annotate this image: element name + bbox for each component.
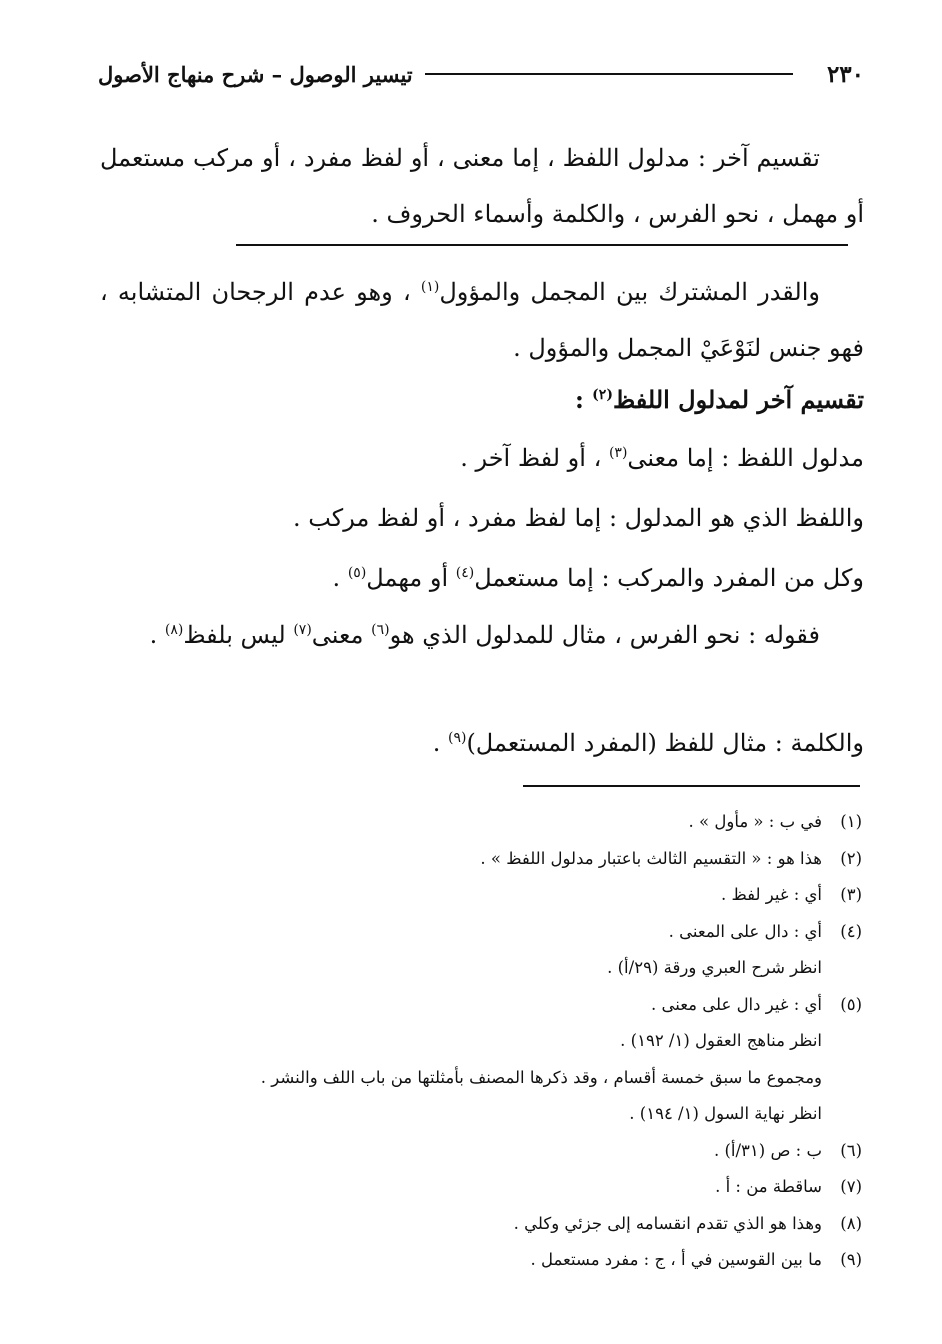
paragraph-5: وكل من المفرد والمركب : إما مستعمل$^{(٤)}$ أو مهمل$^{(٥)}$ . bbox=[332, 564, 864, 592]
section-heading: تقسيم آخر لمدلول اللفظ$^{(٢)}$ : bbox=[574, 385, 864, 414]
footnote-ref: (١) bbox=[420, 279, 440, 295]
footnote-ref: (٤) bbox=[455, 565, 475, 581]
footnote-4: (٤)أي : دال على المعنى . bbox=[668, 921, 862, 941]
footnote-3: (٣)أي : غير لفظ . bbox=[720, 885, 862, 904]
footnote-rule bbox=[523, 785, 860, 787]
footnote-5-cont-2: ومجموع ما سبق خمسة أقسام ، وقد ذكرها المصنف بأمثلتها من باب اللف والنشر . bbox=[260, 1067, 822, 1087]
footnote-4-cont: انظر شرح العبري ورقة (٢٩/أ) . bbox=[607, 958, 822, 977]
paragraph-3: مدلول اللفظ : إما معنى$^{(٣)}$ ، أو لفظ آخر . bbox=[460, 444, 864, 472]
paragraph-4: واللفظ الذي هو المدلول : إما لفظ مفرد ، أو لفظ مركب . bbox=[292, 504, 864, 532]
page-number: ٢٣٠ bbox=[826, 60, 864, 88]
footnote-9: (٩)ما بين القوسين في أ ، ج : مفرد مستعمل . bbox=[530, 1250, 862, 1269]
footnote-ref: (٧) bbox=[293, 622, 312, 638]
footnote-ref: (٣) bbox=[608, 445, 628, 461]
footnote-6: (٦)ب : ص (٣١/أ) . bbox=[713, 1140, 862, 1160]
footnotes bbox=[100, 804, 862, 1279]
running-title: تيسير الوصول – شرح منهاج الأصول bbox=[98, 61, 413, 87]
footnote-ref: (٥) bbox=[347, 565, 367, 581]
footnote-7: (٧)ساقطة من : أ . bbox=[715, 1177, 862, 1196]
footnote-8: (٨)وهذا هو الذي تقدم انقسامه إلى جزئي وكلي . bbox=[513, 1213, 862, 1233]
footnote-ref: (٦) bbox=[371, 622, 390, 638]
footnote-ref: (٢) bbox=[592, 387, 613, 403]
footnote-2: (٢)هذا هو : « التقسيم الثالث باعتبار مدلول اللفظ » . bbox=[480, 848, 862, 868]
header-rule bbox=[425, 73, 793, 75]
footnote-ref: (٨) bbox=[164, 622, 184, 638]
footnote-5-cont-3: انظر نهاية السول (١/ ١٩٤) . bbox=[629, 1104, 822, 1123]
footnote-5-cont-1: انظر مناهج العقول (١/ ١٩٢) . bbox=[620, 1031, 822, 1050]
footnote-1: (١)في ب : « مأول » . bbox=[688, 812, 862, 831]
footnote-5: (٥)أي : غير دال على معنى . bbox=[651, 994, 862, 1014]
paragraph-1: تقسيم آخر : مدلول اللفظ ، إما معنى ، أو لفظ مفرد ، أو مركب مستعمل أو مهمل ، نحو الفرس ، والكلمة وأسماء الحروف . bbox=[100, 144, 864, 228]
section-rule bbox=[236, 244, 848, 246]
paragraph-2: والقدر المشترك بين المجمل والمؤول$^{(١)}$ ، وهو عدم الرجحان المتشابه ، فهو جنس لنَوْعَيْ المجمل والمؤول . bbox=[100, 278, 864, 362]
paragraph-6: فقوله : نحو الفرس ، مثال للمدلول الذي هو$^{(٦)}$ معنى$^{(٧)}$ ليس بلفظ$^{(٨)}$ . bbox=[149, 621, 820, 649]
paragraph-7: والكلمة : مثال للفظ (المفرد المستعمل)$^{(٩)}$ . bbox=[432, 729, 864, 757]
footnote-ref: (٩) bbox=[447, 730, 467, 746]
page-header bbox=[98, 54, 864, 94]
